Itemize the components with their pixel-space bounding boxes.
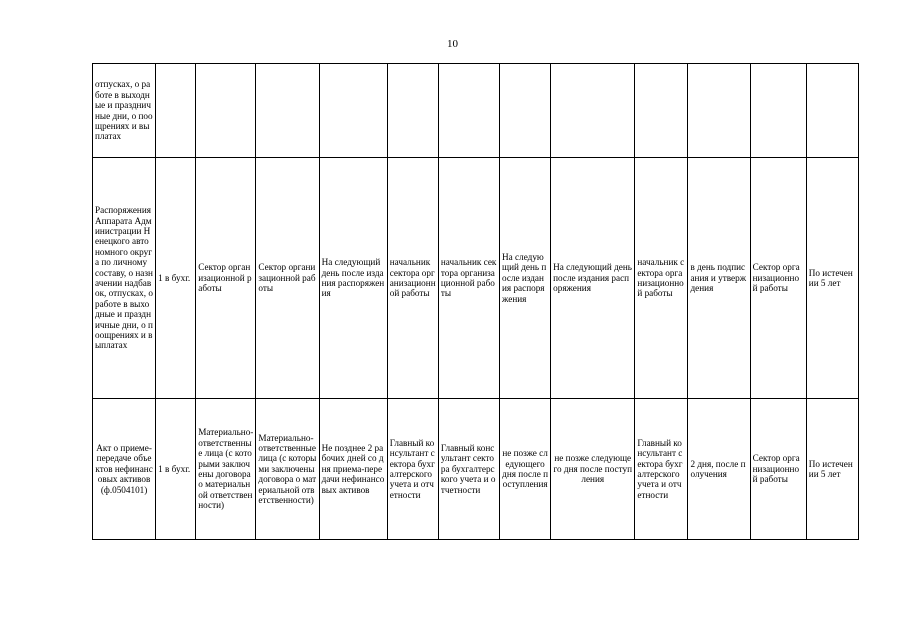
table-cell <box>196 64 256 158</box>
table-cell: Сектор организационной работы <box>750 158 806 399</box>
table-cell: Не позднее 2 рабочих дней со дня приема-передачи нефинансовых активов <box>319 399 387 540</box>
table-cell: Материально-ответственные лица (с которыми заключены договора о материальной ответственности) <box>256 399 319 540</box>
table-cell: Акт о приеме-передаче объектов нефинансовых активов (ф.0504101) <box>93 399 156 540</box>
table-cell: 1 в бухг. <box>156 399 196 540</box>
table-cell: начальник сектора организационной работы <box>387 158 438 399</box>
table-cell <box>806 64 858 158</box>
table-cell: 2 дня, после получения <box>688 399 750 540</box>
table-cell <box>635 64 688 158</box>
table-cell: в день подписания и утверждения <box>688 158 750 399</box>
table-cell: Сектор организационной работы <box>256 158 319 399</box>
table-cell: начальник сектора организационной работы <box>635 158 688 399</box>
table-cell <box>156 64 196 158</box>
table-cell: не позже следующего дня после поступления <box>551 399 635 540</box>
table-cell: 1 в бухг. <box>156 158 196 399</box>
table-cell <box>256 64 319 158</box>
table-cell <box>551 64 635 158</box>
table-cell: На следующий день после издания распоряжения <box>551 158 635 399</box>
table-cell <box>319 64 387 158</box>
table-cell: начальник сектора организационной работы <box>438 158 499 399</box>
table-cell: Сектор организационной работы <box>750 399 806 540</box>
page-number: 10 <box>447 38 458 50</box>
table-cell: Материально-ответственные лица (с которыми заключены договора о материальной ответственности) <box>196 399 256 540</box>
table-cell: отпусках, о работе в выходные и праздничные дни, о поощрениях и выплатах <box>93 64 156 158</box>
table-cell: не позже следующего дня после поступления <box>500 399 551 540</box>
table-cell: По истечении 5 лет <box>806 158 858 399</box>
table-cell: На следующий день после издания распоряжения <box>319 158 387 399</box>
table-cell: Главный консультант сектора бухгалтерского учета и отчетности <box>387 399 438 540</box>
table-cell <box>750 64 806 158</box>
table-cell <box>500 64 551 158</box>
table-cell <box>387 64 438 158</box>
table-cell: Распоряжения Аппарата Администрации Ненецкого автономного округа по личному составу, о назначении надбавок, отпусках, о работе в выходные и праздничные дни, о поощрениях и выплатах <box>93 158 156 399</box>
document-table <box>92 63 859 540</box>
table-cell: На следующий день после издания распоряжения <box>500 158 551 399</box>
table-cell: По истечении 5 лет <box>806 399 858 540</box>
table-cell <box>688 64 750 158</box>
table-row <box>93 399 859 540</box>
table-cell: Главный консультант сектора бухгалтерского учета и отчетности <box>635 399 688 540</box>
table-row <box>93 64 859 158</box>
table-cell <box>438 64 499 158</box>
table-cell: Сектор организационной работы <box>196 158 256 399</box>
table-cell: Главный консультант сектора бухгалтерского учета и отчетности <box>438 399 499 540</box>
table-row <box>93 158 859 399</box>
